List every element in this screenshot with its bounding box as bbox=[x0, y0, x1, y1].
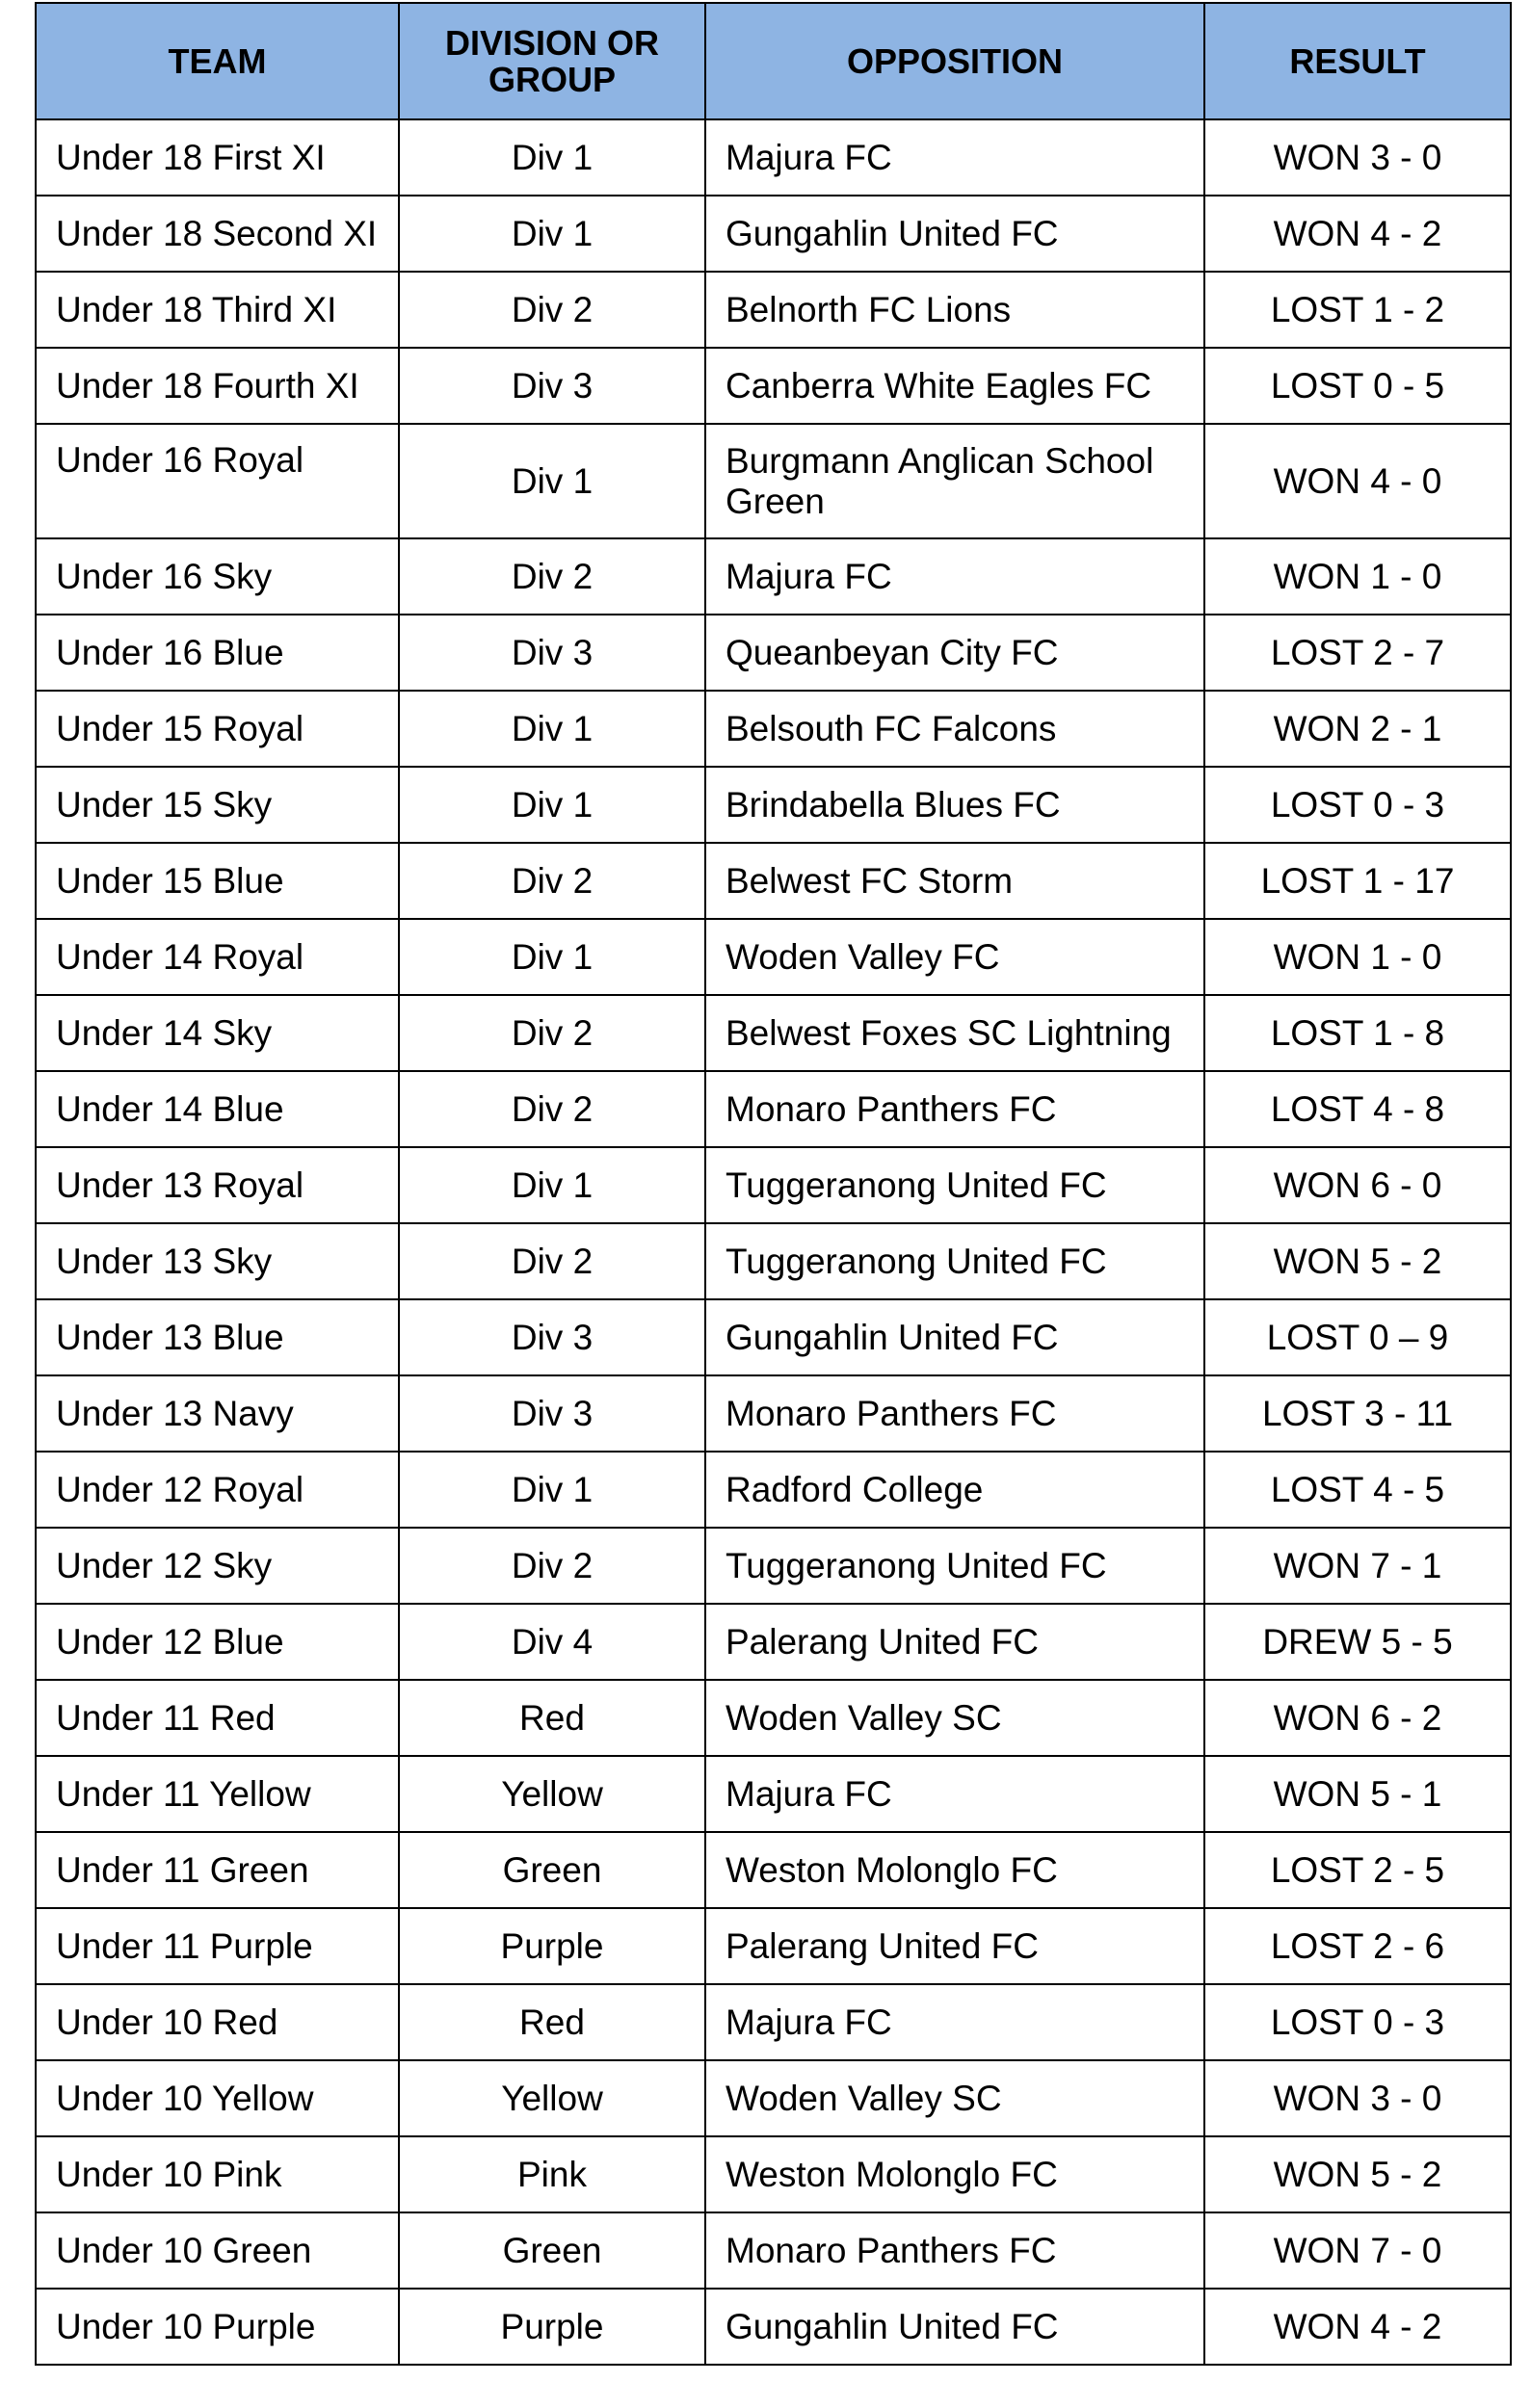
team-cell: Under 10 Purple bbox=[36, 2289, 399, 2365]
team-cell: Under 11 Red bbox=[36, 1680, 399, 1756]
division-cell: Div 2 bbox=[399, 843, 705, 919]
division-cell: Div 2 bbox=[399, 272, 705, 348]
division-cell: Div 1 bbox=[399, 1147, 705, 1223]
division-cell: Div 2 bbox=[399, 1223, 705, 1299]
table-row bbox=[36, 1680, 1511, 1756]
result-cell: WON 1 - 0 bbox=[1204, 538, 1511, 615]
result-cell: LOST 2 - 7 bbox=[1204, 615, 1511, 691]
result-cell: LOST 0 - 3 bbox=[1204, 1984, 1511, 2060]
result-cell: LOST 2 - 5 bbox=[1204, 1832, 1511, 1908]
table-row bbox=[36, 2212, 1511, 2289]
division-cell: Purple bbox=[399, 2289, 705, 2365]
header-result: RESULT bbox=[1204, 3, 1511, 119]
table-row bbox=[36, 538, 1511, 615]
team-cell: Under 12 Royal bbox=[36, 1452, 399, 1528]
division-cell: Div 2 bbox=[399, 995, 705, 1071]
division-cell: Pink bbox=[399, 2136, 705, 2212]
division-cell: Div 3 bbox=[399, 1375, 705, 1452]
opposition-cell: Belnorth FC Lions bbox=[705, 272, 1204, 348]
opposition-cell: Majura FC bbox=[705, 1984, 1204, 2060]
opposition-cell: Radford College bbox=[705, 1452, 1204, 1528]
table-row bbox=[36, 1299, 1511, 1375]
result-cell: WON 5 - 2 bbox=[1204, 1223, 1511, 1299]
table-row bbox=[36, 1223, 1511, 1299]
table-row bbox=[36, 424, 1511, 538]
opposition-cell: Gungahlin United FC bbox=[705, 1299, 1204, 1375]
team-cell: Under 18 First XI bbox=[36, 119, 399, 196]
result-cell: WON 3 - 0 bbox=[1204, 119, 1511, 196]
result-cell: WON 7 - 0 bbox=[1204, 2212, 1511, 2289]
table-row bbox=[36, 995, 1511, 1071]
result-cell: LOST 1 - 17 bbox=[1204, 843, 1511, 919]
table-row bbox=[36, 1452, 1511, 1528]
division-cell: Red bbox=[399, 1984, 705, 2060]
division-cell: Green bbox=[399, 1832, 705, 1908]
team-cell: Under 10 Yellow bbox=[36, 2060, 399, 2136]
table-row bbox=[36, 272, 1511, 348]
table-row bbox=[36, 196, 1511, 272]
team-cell: Under 12 Sky bbox=[36, 1528, 399, 1604]
division-cell: Div 3 bbox=[399, 348, 705, 424]
opposition-cell: Belsouth FC Falcons bbox=[705, 691, 1204, 767]
table-row bbox=[36, 843, 1511, 919]
division-cell: Div 1 bbox=[399, 119, 705, 196]
opposition-cell: Woden Valley FC bbox=[705, 919, 1204, 995]
team-cell: Under 13 Navy bbox=[36, 1375, 399, 1452]
result-cell: WON 4 - 2 bbox=[1204, 2289, 1511, 2365]
table-row bbox=[36, 919, 1511, 995]
team-cell: Under 18 Third XI bbox=[36, 272, 399, 348]
team-cell: Under 11 Yellow bbox=[36, 1756, 399, 1832]
result-cell: WON 5 - 1 bbox=[1204, 1756, 1511, 1832]
team-cell: Under 16 Royal bbox=[36, 424, 399, 538]
result-cell: LOST 4 - 5 bbox=[1204, 1452, 1511, 1528]
table-row bbox=[36, 1604, 1511, 1680]
results-table bbox=[35, 2, 1512, 2366]
result-cell: LOST 0 - 3 bbox=[1204, 767, 1511, 843]
result-cell: LOST 3 - 11 bbox=[1204, 1375, 1511, 1452]
team-cell: Under 10 Pink bbox=[36, 2136, 399, 2212]
table-row bbox=[36, 1908, 1511, 1984]
opposition-cell: Weston Molonglo FC bbox=[705, 2136, 1204, 2212]
opposition-cell: Canberra White Eagles FC bbox=[705, 348, 1204, 424]
opposition-cell: Weston Molonglo FC bbox=[705, 1832, 1204, 1908]
table-row bbox=[36, 767, 1511, 843]
team-cell: Under 13 Sky bbox=[36, 1223, 399, 1299]
division-cell: Div 2 bbox=[399, 1071, 705, 1147]
table-row bbox=[36, 1756, 1511, 1832]
team-cell: Under 18 Fourth XI bbox=[36, 348, 399, 424]
table-row bbox=[36, 1528, 1511, 1604]
header-division: DIVISION OR GROUP bbox=[399, 3, 705, 119]
header-opposition: OPPOSITION bbox=[705, 3, 1204, 119]
opposition-cell: Gungahlin United FC bbox=[705, 2289, 1204, 2365]
team-cell: Under 14 Blue bbox=[36, 1071, 399, 1147]
team-cell: Under 18 Second XI bbox=[36, 196, 399, 272]
opposition-cell: Tuggeranong United FC bbox=[705, 1223, 1204, 1299]
division-cell: Div 1 bbox=[399, 767, 705, 843]
opposition-cell: Burgmann Anglican School Green bbox=[705, 424, 1204, 538]
team-cell: Under 13 Royal bbox=[36, 1147, 399, 1223]
team-cell: Under 11 Purple bbox=[36, 1908, 399, 1984]
table-row bbox=[36, 615, 1511, 691]
division-cell: Div 2 bbox=[399, 1528, 705, 1604]
result-cell: LOST 2 - 6 bbox=[1204, 1908, 1511, 1984]
team-cell: Under 14 Royal bbox=[36, 919, 399, 995]
division-cell: Div 3 bbox=[399, 1299, 705, 1375]
team-cell: Under 13 Blue bbox=[36, 1299, 399, 1375]
team-cell: Under 10 Red bbox=[36, 1984, 399, 2060]
opposition-cell: Majura FC bbox=[705, 538, 1204, 615]
result-cell: LOST 4 - 8 bbox=[1204, 1071, 1511, 1147]
header-row bbox=[36, 3, 1511, 119]
division-cell: Div 1 bbox=[399, 919, 705, 995]
division-cell: Green bbox=[399, 2212, 705, 2289]
team-cell: Under 15 Blue bbox=[36, 843, 399, 919]
table-row bbox=[36, 1984, 1511, 2060]
division-cell: Purple bbox=[399, 1908, 705, 1984]
opposition-cell: Majura FC bbox=[705, 119, 1204, 196]
result-cell: DREW 5 - 5 bbox=[1204, 1604, 1511, 1680]
team-cell: Under 10 Green bbox=[36, 2212, 399, 2289]
result-cell: WON 1 - 0 bbox=[1204, 919, 1511, 995]
result-cell: WON 3 - 0 bbox=[1204, 2060, 1511, 2136]
opposition-cell: Brindabella Blues FC bbox=[705, 767, 1204, 843]
result-cell: WON 6 - 0 bbox=[1204, 1147, 1511, 1223]
division-cell: Div 4 bbox=[399, 1604, 705, 1680]
opposition-cell: Woden Valley SC bbox=[705, 2060, 1204, 2136]
table-row bbox=[36, 2136, 1511, 2212]
result-cell: WON 5 - 2 bbox=[1204, 2136, 1511, 2212]
result-cell: WON 2 - 1 bbox=[1204, 691, 1511, 767]
result-cell: LOST 1 - 8 bbox=[1204, 995, 1511, 1071]
division-cell: Div 1 bbox=[399, 424, 705, 538]
header-team: TEAM bbox=[36, 3, 399, 119]
opposition-cell: Belwest FC Storm bbox=[705, 843, 1204, 919]
opposition-cell: Monaro Panthers FC bbox=[705, 1071, 1204, 1147]
division-cell: Div 1 bbox=[399, 196, 705, 272]
opposition-cell: Woden Valley SC bbox=[705, 1680, 1204, 1756]
table-row bbox=[36, 2289, 1511, 2365]
table-row bbox=[36, 1071, 1511, 1147]
opposition-cell: Monaro Panthers FC bbox=[705, 1375, 1204, 1452]
opposition-cell: Palerang United FC bbox=[705, 1604, 1204, 1680]
opposition-cell: Tuggeranong United FC bbox=[705, 1147, 1204, 1223]
team-cell: Under 16 Sky bbox=[36, 538, 399, 615]
division-cell: Div 2 bbox=[399, 538, 705, 615]
division-cell: Div 3 bbox=[399, 615, 705, 691]
result-cell: LOST 1 - 2 bbox=[1204, 272, 1511, 348]
result-cell: WON 7 - 1 bbox=[1204, 1528, 1511, 1604]
opposition-cell: Belwest Foxes SC Lightning bbox=[705, 995, 1204, 1071]
opposition-cell: Queanbeyan City FC bbox=[705, 615, 1204, 691]
team-cell: Under 12 Blue bbox=[36, 1604, 399, 1680]
table-row bbox=[36, 2060, 1511, 2136]
table-row bbox=[36, 119, 1511, 196]
opposition-cell: Gungahlin United FC bbox=[705, 196, 1204, 272]
result-cell: WON 6 - 2 bbox=[1204, 1680, 1511, 1756]
result-cell: LOST 0 – 9 bbox=[1204, 1299, 1511, 1375]
opposition-cell: Monaro Panthers FC bbox=[705, 2212, 1204, 2289]
table-row bbox=[36, 1147, 1511, 1223]
team-cell: Under 14 Sky bbox=[36, 995, 399, 1071]
table-header bbox=[36, 3, 1511, 119]
table-row bbox=[36, 1832, 1511, 1908]
opposition-cell: Tuggeranong United FC bbox=[705, 1528, 1204, 1604]
team-cell: Under 11 Green bbox=[36, 1832, 399, 1908]
division-cell: Div 1 bbox=[399, 1452, 705, 1528]
division-cell: Div 1 bbox=[399, 691, 705, 767]
result-cell: WON 4 - 2 bbox=[1204, 196, 1511, 272]
table-row bbox=[36, 691, 1511, 767]
opposition-cell: Majura FC bbox=[705, 1756, 1204, 1832]
division-cell: Yellow bbox=[399, 2060, 705, 2136]
division-cell: Yellow bbox=[399, 1756, 705, 1832]
result-cell: WON 4 - 0 bbox=[1204, 424, 1511, 538]
opposition-cell: Palerang United FC bbox=[705, 1908, 1204, 1984]
team-cell: Under 15 Royal bbox=[36, 691, 399, 767]
result-cell: LOST 0 - 5 bbox=[1204, 348, 1511, 424]
table-body bbox=[36, 119, 1511, 2365]
table-row bbox=[36, 348, 1511, 424]
team-cell: Under 15 Sky bbox=[36, 767, 399, 843]
division-cell: Red bbox=[399, 1680, 705, 1756]
table-row bbox=[36, 1375, 1511, 1452]
team-cell: Under 16 Blue bbox=[36, 615, 399, 691]
